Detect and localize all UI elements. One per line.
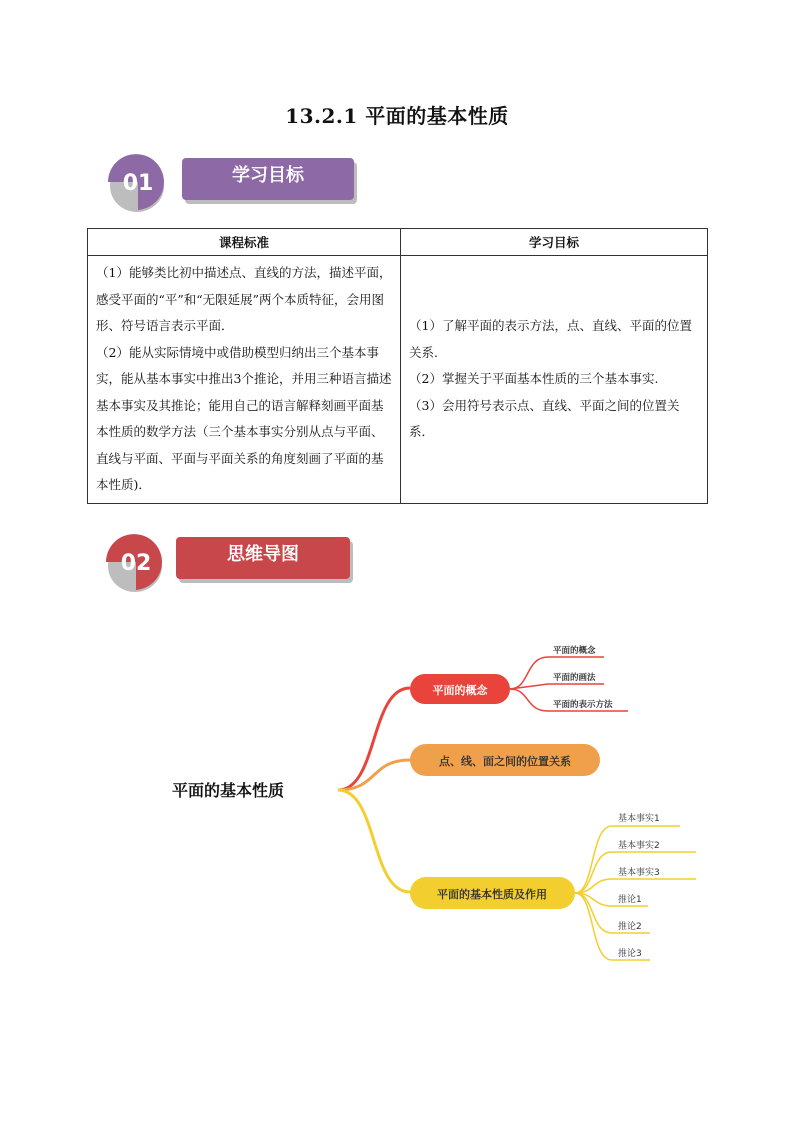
mindmap-branch-label: 平面的概念 — [432, 684, 488, 697]
mindmap-leaf: 推论3 — [618, 949, 642, 959]
mindmap-branch-label: 点、线、面之间的位置关系 — [439, 755, 571, 768]
section-number-badge — [102, 530, 164, 594]
table-paragraph: （1）了解平面的表示方法，点、直线、平面的位置关系. — [409, 318, 692, 360]
section-number: 01 — [122, 171, 154, 196]
mindmap-leaf: 平面的表示方法 — [553, 700, 613, 710]
section-label: 学习目标 — [182, 158, 354, 200]
mindmap-leaf: 推论1 — [618, 895, 642, 905]
table-paragraph: （3）会用符号表示点、直线、平面之间的位置关系． — [409, 397, 680, 439]
mind-map — [0, 630, 794, 1030]
mindmap-root: 平面的基本性质 — [172, 781, 285, 800]
section-label: 思维导图 — [176, 537, 350, 579]
page-title: 13.2.1 平面的基本性质 — [285, 104, 509, 128]
mindmap-leaf: 基本事实1 — [618, 814, 660, 824]
mindmap-leaf: 基本事实3 — [618, 868, 660, 878]
table-paragraph: （1）能够类比初中描述点、直线的方法，描述平面，感受平面的“平”和“无限延展”两个本质特征，会用图形、符号语言表示平面． — [96, 265, 392, 333]
mindmap-leaf: 推论2 — [618, 922, 642, 932]
section-number-badge — [104, 150, 166, 214]
section-number: 02 — [120, 551, 152, 576]
table-cell — [401, 256, 708, 504]
table-header: 学习目标 — [401, 229, 708, 256]
curriculum-table — [87, 228, 708, 504]
table-cell — [88, 256, 401, 504]
mindmap-leaf: 平面的画法 — [553, 673, 596, 683]
table-paragraph: （2）能从实际情境中或借助模型归纳出三个基本事实，能从基本事实中推出3个推论，并用三种语言描述基本事实及其推论；能用自己的语言解释刻画平面基本性质的数学方法（三个基本事实分别从点与平面、直线与平面、平面与平面关系的角度刻画了平面的基本性质)． — [96, 344, 392, 492]
mindmap-leaf: 平面的概念 — [553, 646, 596, 656]
table-paragraph: （2）掌握关于平面基本性质的三个基本事实. — [409, 371, 659, 386]
mindmap-branch-label: 平面的基本性质及作用 — [437, 888, 547, 901]
table-header: 课程标准 — [88, 229, 401, 256]
mindmap-leaf: 基本事实2 — [618, 841, 660, 851]
